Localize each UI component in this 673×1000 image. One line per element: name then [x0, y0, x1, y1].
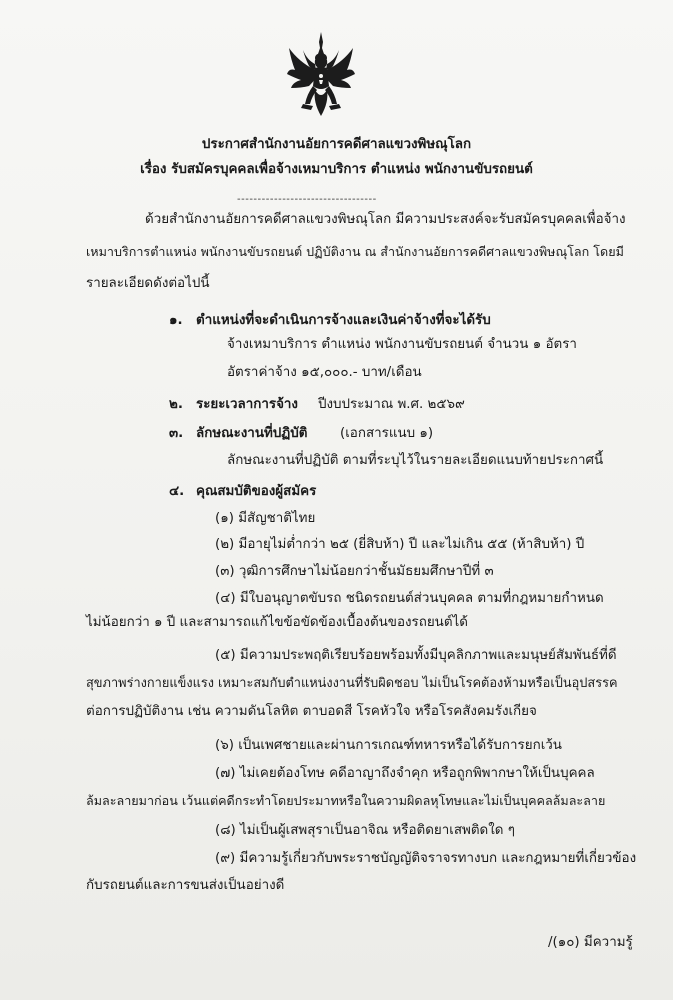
qualification-9: (๙) มีความรู้เกี่ยวกับพระราชบัญญัติจราจรทางบก และกฎหมายที่เกี่ยวข้อง — [215, 851, 637, 866]
qualification-3: (๓) วุฒิการศึกษาไม่น้อยกว่าชั้นมัธยมศึกษาปีที่ ๓ — [215, 564, 494, 579]
section-2-number: ๒. — [169, 397, 183, 412]
section-4-heading: คุณสมบัติของผู้สมัคร — [196, 484, 317, 499]
section-3-heading: ลักษณะงานที่ปฏิบัติ — [196, 426, 308, 441]
title-divider: ---------------------------------- — [237, 194, 377, 205]
section-3-line-1: ลักษณะงานที่ปฏิบัติ ตามที่ระบุไว้ในรายละเอียดแนบท้ายประกาศนี้ — [227, 453, 604, 468]
qualification-5: (๕) มีความประพฤติเรียบร้อยพร้อมทั้งมีบุคลิกภาพและมนุษย์สัมพันธ์ที่ดี — [215, 648, 617, 663]
document-subject: เรื่อง รับสมัครบุคคลเพื่อจ้างเหมาบริการ ตำแหน่ง พนักงานขับรถยนต์ — [140, 162, 533, 177]
qualification-6: (๖) เป็นเพศชายและผ่านการเกณฑ์ทหารหรือได้รับการยกเว้น — [215, 738, 562, 753]
document-title: ประกาศสำนักงานอัยการคดีศาลแขวงพิษณุโลก — [201, 137, 472, 152]
qualification-9-cont: กับรถยนต์และการขนส่งเป็นอย่างดี — [86, 878, 285, 893]
qualification-8: (๘) ไม่เป็นผู้เสพสุราเป็นอาจิณ หรือติดยาเสพติดใด ๆ — [215, 823, 515, 838]
section-1-number: ๑. — [169, 313, 183, 328]
section-2-heading: ระยะเวลาการจ้าง — [196, 397, 298, 412]
section-2-text: ปีงบประมาณ พ.ศ. ๒๕๖๙ — [318, 397, 465, 412]
qualification-7-cont: ล้มละลายมาก่อน เว้นแต่คดีกระทำโดยประมาทหรือในความผิดลหุโทษและไม่เป็นบุคคลล้มละลาย — [86, 793, 606, 808]
intro-line-1: ด้วยสำนักงานอัยการคดีศาลแขวงพิษณุโลก มีความประสงค์จะรับสมัครบุคคลเพื่อจ้าง — [145, 212, 626, 227]
section-3-text: (เอกสารแนบ ๑) — [340, 426, 434, 441]
qualification-1: (๑) มีสัญชาติไทย — [215, 511, 316, 526]
section-3-number: ๓. — [169, 426, 184, 441]
section-1-line-2: อัตราค่าจ้าง ๑๕,๐๐๐.- บาท/เดือน — [227, 365, 422, 380]
section-4-number: ๔. — [169, 484, 185, 499]
qualification-5-cont-1: สุขภาพร่างกายแข็งแรง เหมาะสมกับตำแหน่งงานที่รับผิดชอบ ไม่เป็นโรคต้องห้ามหรือเป็นอุปสรรค — [86, 676, 618, 691]
qualification-7: (๗) ไม่เคยต้องโทษ คดีอาญาถึงจำคุก หรือถูกพิพากษาให้เป็นบุคคล — [215, 766, 595, 781]
intro-line-2: เหมาบริการตำแหน่ง พนักงานขับรถยนต์ ปฏิบัติงาน ณ สำนักงานอัยการคดีศาลแขวงพิษณุโลก โดยมี — [86, 244, 624, 259]
qualification-4-cont: ไม่น้อยกว่า ๑ ปี และสามารถแก้ไขข้อขัดข้องเบื้องต้นของรถยนต์ได้ — [86, 615, 468, 630]
qualification-5-cont-2: ต่อการปฏิบัติงาน เช่น ความดันโลหิต ตาบอดสี โรคหัวใจ หรือโรคสังคมรังเกียจ — [86, 704, 537, 719]
qualification-4: (๔) มีใบอนุญาตขับรถ ชนิดรถยนต์ส่วนบุคคล ตามที่กฎหมายกำหนด — [215, 591, 604, 606]
section-1-heading: ตำแหน่งที่จะดำเนินการจ้างและเงินค่าจ้างที่จะได้รับ — [196, 313, 491, 328]
qualification-2: (๒) มีอายุไม่ต่ำกว่า ๒๕ (ยี่สิบห้า) ปี และไม่เกิน ๕๕ (ห้าสิบห้า) ปี — [215, 537, 585, 552]
garuda-emblem-icon — [285, 30, 357, 122]
section-1-line-1: จ้างเหมาบริการ ตำแหน่ง พนักงานขับรถยนต์ จำนวน ๑ อัตรา — [227, 337, 577, 352]
page-continuation: /(๑๐) มีความรู้ — [548, 935, 633, 950]
intro-line-3: รายละเอียดดังต่อไปนี้ — [86, 276, 210, 291]
